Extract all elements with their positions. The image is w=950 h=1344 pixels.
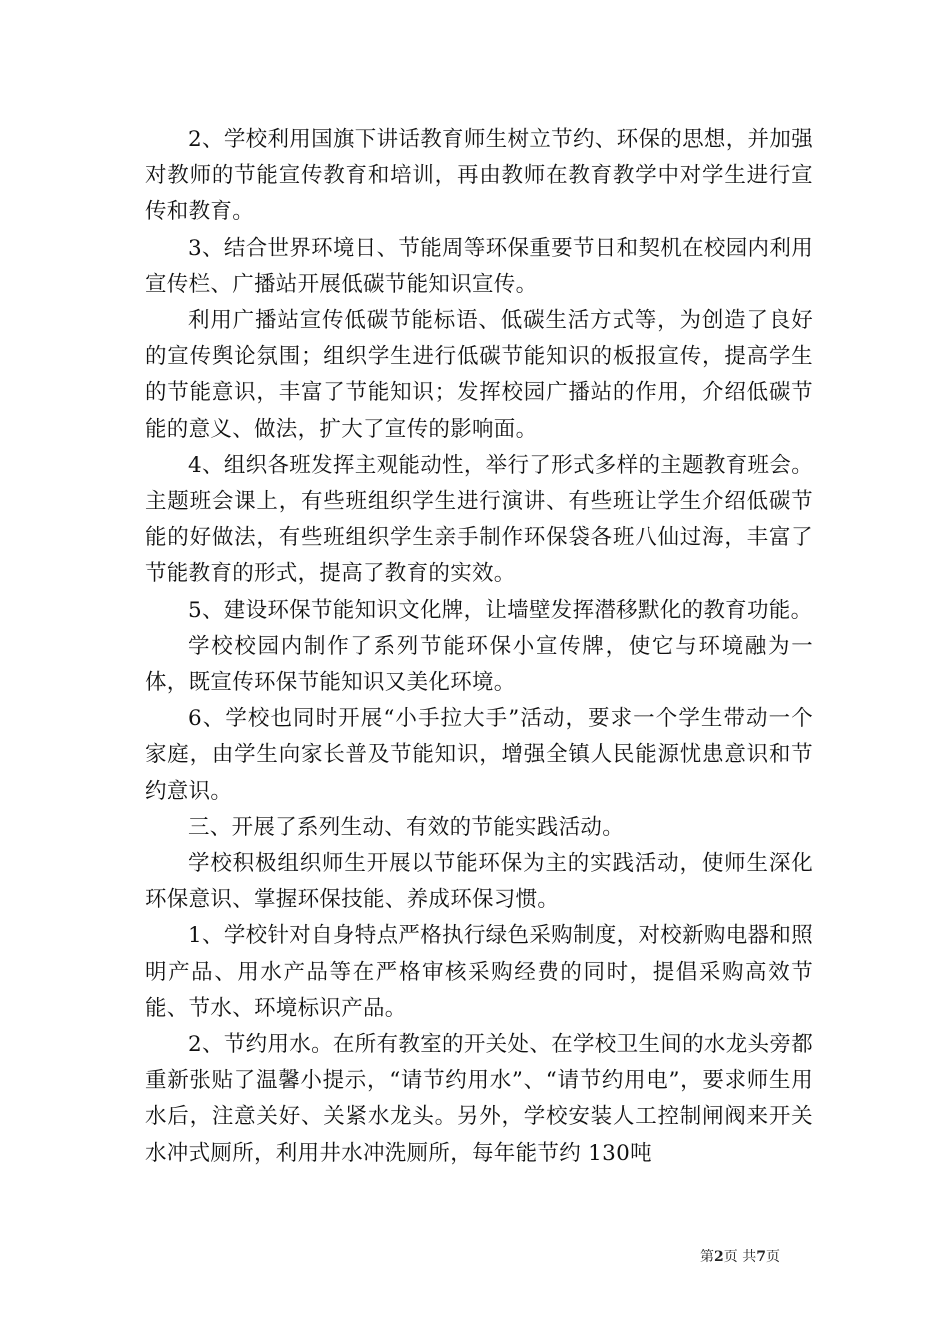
current-page-number: 2: [714, 1249, 724, 1265]
footer-prefix: 第: [700, 1249, 714, 1265]
paragraph-4: 4、组织各班发挥主观能动性，举行了形式多样的主题教育班会。主题班会课上，有些班组织学生进行演讲、有些班让学生介绍低碳节能的好做法，有些班组织学生亲手制作环保袋各班八仙过海，丰富了节能教育的形式，提高了教育的实效。: [145, 452, 813, 587]
paragraph-7: 6、学校也同时开展“小手拉大手”活动，要求一个学生带动一个家庭，由学生向家长普及节能知识，增强全镇人民能源忧患意识和节约意识。: [145, 706, 813, 804]
paragraph-5: 5、建设环保节能知识文化牌，让墙壁发挥潜移默化的教育功能。: [188, 597, 813, 623]
paragraph-10: 1、学校针对自身特点严格执行绿色采购制度，对校新购电器和照明产品、用水产品等在严格审核采购经费的同时，提倡采购高效节能、节水、环境标识产品。: [145, 923, 813, 1021]
paragraph-9: 学校积极组织师生开展以节能环保为主的实践活动，使师生深化环保意识、掌握环保技能、养成环保习惯。: [145, 851, 813, 913]
footer-suffix: 页: [765, 1249, 780, 1265]
section-heading: 三、开展了系列生动、有效的节能实践活动。: [188, 814, 625, 840]
paragraph-6: 学校校园内制作了系列节能环保小宣传牌，使它与环境融为一体，既宣传环保节能知识又美化环境。: [145, 633, 813, 696]
paragraph-1: 2、学校利用国旗下讲话教育师生树立节约、环保的思想，并加强对教师的节能宣传教育和培训，再由教师在教育教学中对学生进行宣传和教育。: [145, 127, 813, 225]
footer-middle: 页 共: [723, 1249, 757, 1265]
page-number-footer: [700, 1248, 780, 1266]
paragraph-3: 利用广播站宣传低碳节能标语、低碳生活方式等，为创造了良好的宣传舆论氛围；组织学生进行低碳节能知识的板报宣传，提高学生的节能意识，丰富了节能知识；发挥校园广播站的作用，介绍低碳节能的意义、做法，扩大了宣传的影响面。: [145, 308, 813, 442]
paragraph-11: 2、节约用水。在所有教室的开关处、在学校卫生间的水龙头旁都重新张贴了温馨小提示，“请节约用水”、“请节约用电”，要求师生用水后，注意关好、关紧水龙头。另外，学校安装人工控制闸阀来开关水冲式厕所，利用井水冲洗厕所，每年能节约 130吨: [145, 1032, 813, 1166]
document-body: [145, 122, 813, 1172]
total-page-number: 7: [756, 1249, 766, 1265]
paragraph-2: 3、结合世界环境日、节能周等环保重要节日和契机在校园内利用宣传栏、广播站开展低碳节能知识宣传。: [145, 235, 813, 297]
